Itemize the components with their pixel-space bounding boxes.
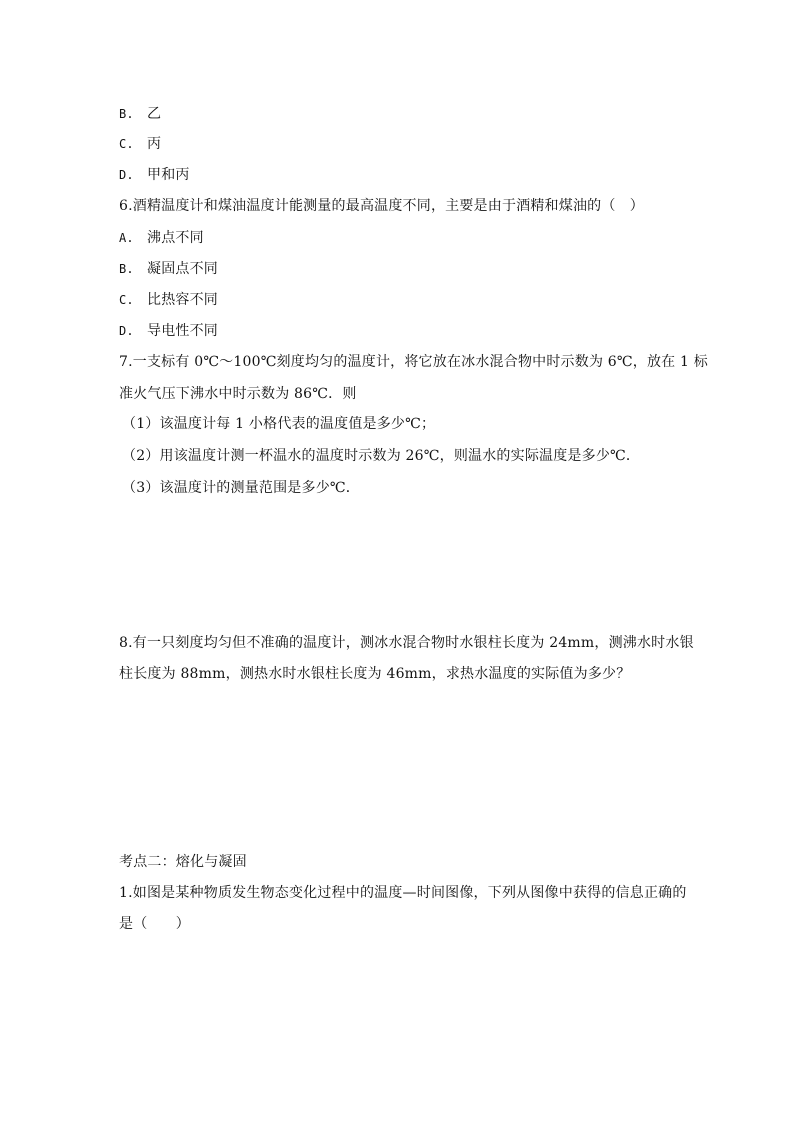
- option-text: 丙: [147, 136, 162, 152]
- option-text: 甲和丙: [147, 167, 190, 183]
- section-heading: 考点二：熔化与凝固: [119, 854, 247, 870]
- section2-q1-line2: 是（ ）: [119, 916, 190, 932]
- option-letter: C.: [119, 137, 134, 151]
- q6-stem: 6.酒精温度计和煤油温度计能测量的最高温度不同，主要是由于酒精和煤油的（ ）: [119, 198, 644, 214]
- q6-option-b: [119, 260, 218, 278]
- option-text: 凝固点不同: [147, 261, 218, 277]
- q6-option-c: [119, 291, 218, 309]
- option-text: 乙: [147, 106, 162, 122]
- q7-sub-question-1: （1）该温度计每 1 小格代表的温度值是多少℃；: [122, 416, 436, 432]
- q7-sub-question-2: （2）用该温度计测一杯温水的温度时示数为 26℃，则温水的实际温度是多少℃．: [122, 448, 641, 464]
- q6-option-a: [119, 229, 204, 247]
- option-text: 沸点不同: [147, 230, 204, 246]
- option-letter: D.: [119, 324, 134, 338]
- option-letter: A.: [119, 231, 134, 245]
- option-letter: D.: [119, 168, 134, 182]
- option-letter: B.: [119, 262, 134, 276]
- option-letter: C.: [119, 293, 134, 307]
- q8-line1: 8.有一只刻度均匀但不准确的温度计，测冰水混合物时水银柱长度为 24mm，测沸水时水银: [119, 635, 694, 651]
- q7-stem-line1: 7.一支标有 0℃～100℃刻度均匀的温度计，将它放在冰水混合物中时示数为 6℃，放在 1 标: [119, 354, 708, 370]
- q5-option-c: [119, 135, 161, 153]
- q7-sub-question-3: （3）该温度计的测量范围是多少℃．: [122, 480, 360, 496]
- q5-option-b: [119, 105, 161, 123]
- q8-line2: 柱长度为 88mm，测热水时水银柱长度为 46mm，求热水温度的实际值为多少？: [119, 666, 631, 682]
- option-text: 比热容不同: [147, 292, 218, 308]
- q5-option-d: [119, 166, 190, 184]
- option-text: 导电性不同: [147, 323, 218, 339]
- q7-stem-line2: 准火气压下沸水中时示数为 86℃．则: [119, 386, 357, 402]
- section2-q1-line1: 1.如图是某种物质发生物态变化过程中的温度—时间图像，下列从图像中获得的信息正确的: [119, 885, 687, 901]
- option-letter: B.: [119, 107, 134, 121]
- q6-option-d: [119, 322, 218, 340]
